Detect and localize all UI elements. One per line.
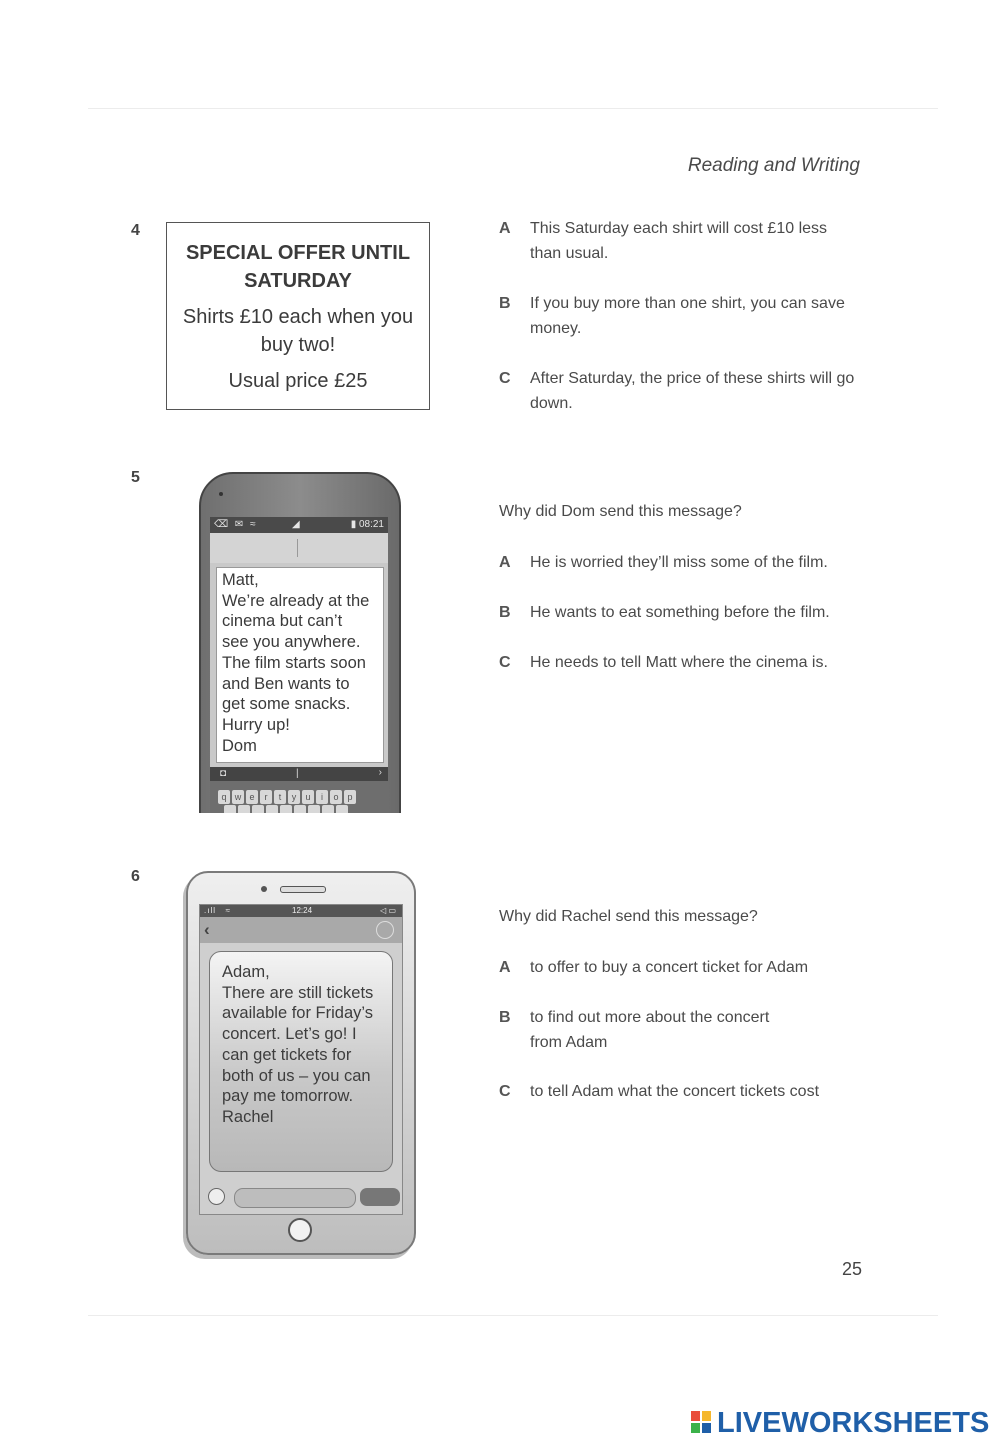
q6-question: Why did Rachel send this message? xyxy=(499,908,758,925)
q5-option-a[interactable] xyxy=(499,550,879,575)
option-letter: B xyxy=(499,1009,511,1026)
message-line: concert. Let’s go! I xyxy=(222,1025,357,1044)
signal-icon: ◢ xyxy=(292,519,300,530)
page-number: 25 xyxy=(842,1259,863,1279)
circle-icon xyxy=(376,921,394,939)
q6-option-a[interactable] xyxy=(499,955,879,980)
text-cursor xyxy=(297,539,298,557)
iphone xyxy=(186,871,416,1255)
home-button xyxy=(288,1218,312,1242)
message-line: cinema but can’t xyxy=(222,612,343,631)
key: w xyxy=(232,790,244,804)
camera-icon: ◘ xyxy=(220,768,227,779)
bottom-rule xyxy=(88,1315,938,1316)
message-line: We’re already at the xyxy=(222,591,370,610)
key xyxy=(224,805,236,813)
liveworksheets-logo-icon xyxy=(691,1411,713,1435)
message-line: There are still tickets xyxy=(222,983,374,1002)
message-line: see you anywhere. xyxy=(222,633,361,652)
q5-option-c[interactable] xyxy=(499,650,879,675)
q4-option-c[interactable] xyxy=(499,366,859,416)
key: y xyxy=(288,790,300,804)
option-letter: A xyxy=(499,554,511,571)
message-navbar xyxy=(200,917,402,943)
option-text: to find out more about the concert from Adam xyxy=(530,1009,770,1051)
compose-bar xyxy=(200,1185,403,1211)
question-number-5: 5 xyxy=(131,469,140,486)
send-button xyxy=(360,1188,400,1206)
message-line: The film starts soon xyxy=(222,653,366,672)
option-letter: B xyxy=(499,295,511,312)
special-offer-notice xyxy=(166,222,430,410)
option-text: to tell Adam what the concert tickets cost xyxy=(530,1083,820,1100)
option-letter: C xyxy=(499,654,511,671)
divider-icon: | xyxy=(296,768,299,779)
sms-bubble xyxy=(209,951,393,1172)
option-text: He needs to tell Matt where the cinema is. xyxy=(530,654,828,671)
question-number-6: 6 xyxy=(131,868,140,885)
option-text: If you buy more than one shirt, you can save money. xyxy=(530,295,845,337)
question-number-4: 4 xyxy=(131,222,140,239)
status-bar xyxy=(200,905,402,917)
status-time: ▮ 08:21 xyxy=(350,519,384,530)
option-letter: A xyxy=(499,959,511,976)
option-letter: B xyxy=(499,604,511,621)
chevron-left-icon: ‹ xyxy=(204,920,210,939)
key: t xyxy=(274,790,286,804)
phone-screen xyxy=(199,904,403,1215)
q4-option-b[interactable] xyxy=(499,291,859,341)
key xyxy=(308,805,320,813)
speaker-icon xyxy=(280,886,326,893)
signal-wifi-icons: .ıll ≈ xyxy=(204,906,232,915)
keyboard-row xyxy=(224,805,350,813)
status-bar xyxy=(210,517,388,533)
option-text: After Saturday, the price of these shirts will go down. xyxy=(530,370,855,412)
time-text: 08:21 xyxy=(358,519,384,530)
notice-line-1: Shirts £10 each when you buy two! xyxy=(182,306,414,356)
option-text: to offer to buy a concert ticket for Adam xyxy=(530,959,809,976)
message-line: Adam, xyxy=(222,963,270,981)
q5-question: Why did Dom send this message? xyxy=(499,503,742,520)
key xyxy=(294,805,306,813)
message-line: can get tickets for xyxy=(222,1045,352,1064)
compose-field xyxy=(234,1188,356,1208)
top-rule xyxy=(88,108,938,109)
key: p xyxy=(344,790,356,804)
message-line: Hurry up! xyxy=(222,715,290,734)
section-title: Reading and Writing xyxy=(687,155,860,176)
compose-toolbar xyxy=(210,767,388,781)
q4-option-a[interactable] xyxy=(499,216,859,266)
option-text: This Saturday each shirt will cost £10 less than usual. xyxy=(530,220,828,262)
key xyxy=(336,805,348,813)
notice-heading: SPECIAL OFFER UNTIL SATURDAY xyxy=(185,242,411,292)
message-line: and Ben wants to xyxy=(222,674,350,693)
q6-option-b[interactable] xyxy=(499,1005,799,1055)
key xyxy=(266,805,278,813)
key xyxy=(252,805,264,813)
option-text: He is worried they’ll miss some of the film. xyxy=(530,554,828,571)
option-text: He wants to eat something before the film. xyxy=(530,604,830,621)
message-header xyxy=(210,533,388,563)
option-letter: C xyxy=(499,1083,511,1100)
status-time: 12:24 xyxy=(292,906,313,915)
q5-option-b[interactable] xyxy=(499,600,879,625)
message-line: Dom xyxy=(222,736,257,755)
battery-icon: ◁ ▭ xyxy=(380,906,396,915)
key: u xyxy=(302,790,314,804)
message-line: pay me tomorrow. xyxy=(222,1087,354,1106)
camera-icon xyxy=(261,886,267,892)
phone-screen xyxy=(210,517,388,813)
brand-wordmark: LIVEWORKSHEETS xyxy=(717,1407,990,1439)
option-letter: C xyxy=(499,370,511,387)
keyboard xyxy=(210,781,388,813)
key: i xyxy=(316,790,328,804)
message-line: Matt, xyxy=(222,571,259,589)
q6-option-c[interactable] xyxy=(499,1079,879,1104)
key xyxy=(280,805,292,813)
sms-message xyxy=(216,567,384,763)
key: q xyxy=(218,790,230,804)
key xyxy=(322,805,334,813)
message-line: Rachel xyxy=(222,1107,274,1126)
camera-icon xyxy=(208,1188,225,1205)
message-line: both of us – you can xyxy=(222,1066,371,1085)
key: e xyxy=(246,790,258,804)
key: r xyxy=(260,790,272,804)
option-letter: A xyxy=(499,220,511,237)
key xyxy=(238,805,250,813)
key: o xyxy=(330,790,342,804)
message-line: get some snacks. xyxy=(222,695,351,714)
camera-icon xyxy=(219,492,223,496)
chevron-right-icon: › xyxy=(378,767,382,778)
message-line: available for Friday’s xyxy=(222,1004,374,1023)
android-phone xyxy=(199,472,401,813)
notification-icons: ⌫ ✉ ≈ xyxy=(214,519,258,530)
keyboard-row xyxy=(218,787,358,805)
notice-line-2: Usual price £25 xyxy=(228,370,368,392)
